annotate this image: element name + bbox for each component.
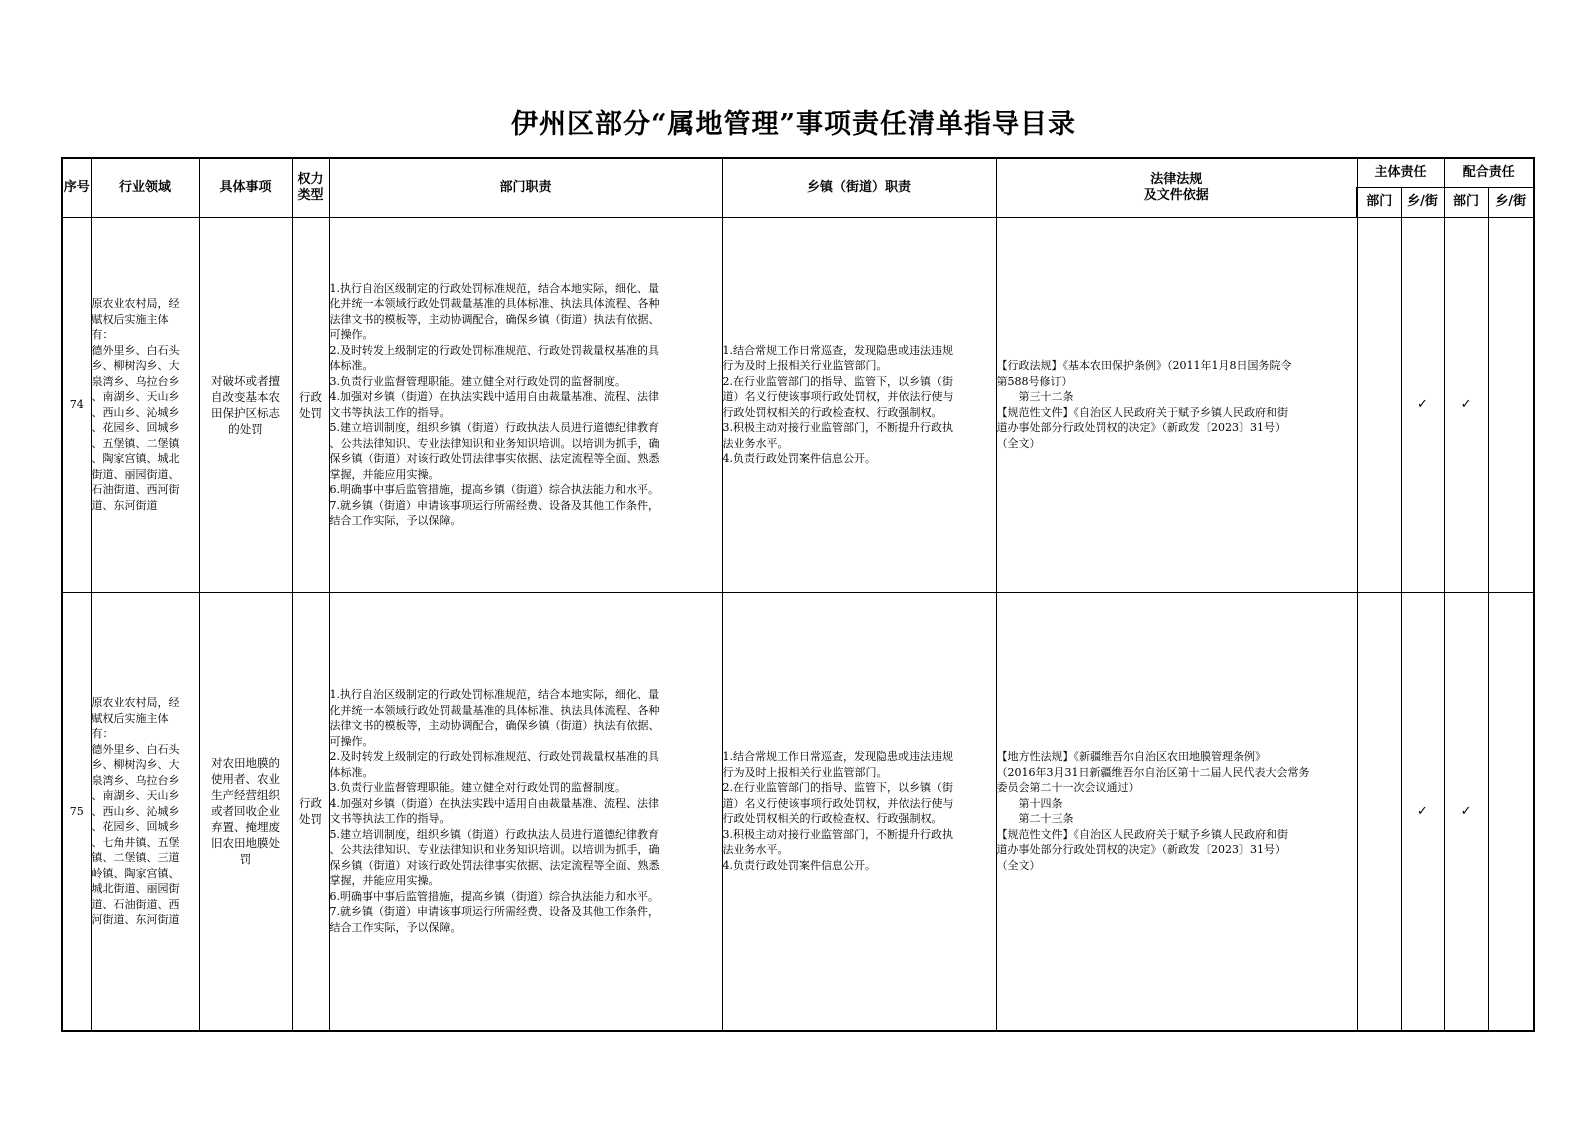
text-line: 委员会第二十一次会议通过）: [996, 781, 1140, 795]
cell-item: [199, 592, 292, 1031]
text-line: 4.负责行政处罚案件信息公开。: [722, 858, 876, 872]
cell-law: [996, 217, 1357, 592]
cell-dept-duty: [329, 592, 722, 1031]
text-line: （全文）: [996, 858, 1041, 872]
text-line: 法业务水平。: [722, 436, 789, 450]
text-line: 3.积极主动对接行业监管部门，不断提升行政执: [722, 827, 953, 841]
text-line: 道）名义行使该事项行政处罚权，并依法行使与: [722, 796, 954, 810]
text-line: 乡、柳树沟乡、大: [91, 359, 180, 372]
text-line: 第三十二条: [996, 390, 1074, 403]
text-line: 5.建立培训制度，组织乡镇（街道）行政执法人员进行道德纪律教育: [329, 421, 659, 434]
page-title: 伊州区部分“属地管理”事项责任清单指导目录: [510, 109, 1077, 140]
text-line: 6.明确事中事后监管措施，提高乡镇（街道）综合执法能力和水平。: [329, 889, 659, 903]
cell-coop-town: [1488, 217, 1534, 592]
text-line: 、花园乡、回城乡: [91, 421, 180, 434]
text-line: 行政: [299, 389, 322, 404]
cell-power-type: [292, 592, 329, 1031]
cell-item: [199, 217, 292, 592]
header-town-duty: 乡镇（街道）职责: [722, 158, 996, 217]
text-line: 4.加强对乡镇（街道）在执法实践中适用自由裁量基准、流程、法律: [329, 796, 659, 810]
cell-coop-dept: [1444, 217, 1488, 592]
text-line: 【地方性法规】《新疆维吾尔自治区农田地膜管理条例》: [996, 750, 1266, 764]
text-line: 石油街道、西河街: [91, 483, 180, 496]
text-line: 城北街道、丽园街: [91, 882, 180, 895]
text-line: 有：: [91, 727, 114, 740]
text-line: 街道、丽园街道、: [91, 467, 180, 481]
text-line: 保乡镇（街道）对该行政处罚法律事实依据、法定流程等全面、熟悉: [329, 452, 660, 465]
text-line: 或者回收企业: [211, 804, 280, 819]
text-line: 3.积极主动对接行业监管部门，不断提升行政执: [722, 421, 953, 434]
header-main-town: 乡/街: [1401, 187, 1444, 217]
cell-coop-town: [1488, 592, 1534, 1031]
text-line: 、南湖乡、天山乡: [91, 789, 180, 802]
text-line: 、公共法律知识、专业法律知识和业务知识培训。以培训为抓手，确: [329, 436, 660, 450]
text-line: 体标准。: [329, 765, 374, 779]
cell-law: [996, 592, 1357, 1031]
text-line: 掌握，并能应用实操。: [329, 874, 440, 888]
text-line: 德外里乡、白石头: [91, 742, 180, 756]
text-line: 2.及时转发上级制定的行政处罚标准规范、行政处罚裁量权基准的具: [329, 750, 659, 764]
table-row: [62, 592, 1534, 1031]
text-line: 、公共法律知识、专业法律知识和业务知识培训。以培训为抓手，确: [329, 843, 660, 857]
text-line: 、西山乡、沁城乡: [91, 804, 180, 818]
header-law: 法律法规 及文件依据: [996, 158, 1357, 217]
cell-industry: [91, 592, 199, 1031]
text-line: 泉湾乡、乌拉台乡: [91, 773, 180, 787]
check-mark-icon: ✓: [1460, 803, 1472, 819]
text-line: 【规范性文件】《自治区人民政府关于赋予乡镇人民政府和街: [996, 405, 1288, 419]
text-line: 1.执行自治区级制定的行政处罚标准规范，结合本地实际，细化、量: [329, 688, 659, 702]
text-line: 岭镇、陶家宫镇、: [91, 866, 180, 880]
text-line: 河街道、东河街道: [91, 913, 180, 926]
cell-town-duty: [722, 592, 996, 1031]
responsibility-table: [61, 157, 1535, 1032]
text-line: 道办事处部分行政处罚权的决定》（新政发〔2023〕31号）: [996, 421, 1286, 434]
text-line: 法律文书的模板等，主动协调配合，确保乡镇（街道）执法有依据、: [329, 312, 660, 326]
text-line: 结合工作实际，予以保障。: [329, 514, 462, 527]
text-line: 泉湾乡、乌拉台乡: [91, 374, 180, 388]
text-line: 有：: [91, 328, 114, 341]
check-mark-icon: ✓: [1417, 803, 1428, 819]
text-line: 、五堡镇、二堡镇: [91, 436, 180, 450]
text-line: 第588号修订）: [996, 374, 1073, 388]
header-main-resp: 主体责任: [1357, 158, 1444, 187]
text-line: 6.明确事中事后监管措施，提高乡镇（街道）综合执法能力和水平。: [329, 483, 659, 496]
cell-industry: [91, 217, 199, 592]
text-line: 旧农田地膜处: [211, 836, 280, 851]
header-item: 具体事项: [199, 158, 292, 217]
text-line: 、花园乡、回城乡: [91, 820, 180, 833]
header-seq: 序号: [62, 158, 91, 217]
text-line: 1.执行自治区级制定的行政处罚标准规范，结合本地实际，细化、量: [329, 281, 659, 295]
text-line: 行政: [299, 796, 322, 811]
text-line: 3.负责行业监督管理职能。建立健全对行政处罚的监督制度。: [329, 374, 626, 388]
header-coop-dept: 部门: [1444, 187, 1488, 217]
text-line: 结合工作实际，予以保障。: [329, 920, 462, 934]
cell-seq: 75: [62, 592, 91, 1031]
text-line: 处罚: [299, 405, 322, 420]
text-line: 4.负责行政处罚案件信息公开。: [722, 452, 876, 465]
text-line: 弃置、掩埋废: [211, 820, 280, 835]
text-line: 镇、二堡镇、三道: [91, 851, 180, 864]
text-line: 文书等执法工作的指导。: [329, 812, 451, 826]
text-line: 可操作。: [329, 328, 374, 341]
text-line: 原农业农村局，经: [91, 696, 180, 709]
header-coop-town: 乡/街: [1488, 187, 1534, 217]
text-line: 自改变基本农: [211, 389, 280, 404]
cell-power-type: [292, 217, 329, 592]
text-line: 行为及时上报相关行业监管部门。: [722, 765, 888, 779]
text-line: 7.就乡镇（街道）申请该事项运行所需经费、设备及其他工作条件，: [329, 905, 659, 919]
text-line: 2.在行业监管部门的指导、监管下，以乡镇（街: [722, 374, 953, 388]
text-line: 道）名义行使该事项行政处罚权，并依法行使与: [722, 390, 954, 403]
check-mark-icon: ✓: [1417, 396, 1428, 412]
cell-main-town: [1401, 217, 1444, 592]
header-coop-resp: 配合责任: [1444, 158, 1534, 187]
text-line: 体标准。: [329, 359, 374, 372]
text-line: 第十四条: [996, 796, 1063, 810]
text-line: 化并统一本领域行政处罚裁量基准的具体标准、执法具体流程、各种: [329, 703, 660, 717]
text-line: 2.在行业监管部门的指导、监管下，以乡镇（街: [722, 781, 953, 795]
text-line: 赋权后实施主体: [91, 312, 169, 326]
check-mark-icon: ✓: [1460, 396, 1472, 412]
cell-main-dept: [1357, 592, 1401, 1031]
text-line: 掌握，并能应用实操。: [329, 467, 440, 481]
text-line: 1.结合常规工作日常巡查，发现隐患或违法违规: [722, 750, 953, 764]
text-line: 使用者、农业: [211, 772, 280, 787]
cell-main-town: [1401, 592, 1444, 1031]
text-line: 法业务水平。: [722, 843, 789, 857]
text-line: 2.及时转发上级制定的行政处罚标准规范、行政处罚裁量权基准的具: [329, 343, 659, 357]
text-line: 原农业农村局，经: [91, 297, 180, 310]
text-line: 行为及时上报相关行业监管部门。: [722, 359, 888, 372]
text-line: 田保护区标志: [211, 405, 280, 420]
text-line: 罚: [239, 852, 252, 867]
text-line: 保乡镇（街道）对该行政处罚法律事实依据、法定流程等全面、熟悉: [329, 858, 660, 872]
text-line: 对破坏或者擅: [211, 373, 280, 388]
text-line: 德外里乡、白石头: [91, 343, 180, 357]
text-line: 的处罚: [228, 421, 263, 436]
text-line: 处罚: [299, 812, 322, 827]
text-line: 化并统一本领域行政处罚裁量基准的具体标准、执法具体流程、各种: [329, 297, 660, 310]
text-line: 7.就乡镇（街道）申请该事项运行所需经费、设备及其他工作条件，: [329, 498, 659, 512]
text-line: 道、石油街道、西: [91, 897, 180, 911]
text-line: 4.加强对乡镇（街道）在执法实践中适用自由裁量基准、流程、法律: [329, 390, 659, 403]
text-line: 、西山乡、沁城乡: [91, 405, 180, 419]
text-line: 1.结合常规工作日常巡查，发现隐患或违法违规: [722, 343, 953, 357]
text-line: （全文）: [996, 436, 1041, 450]
text-line: 、陶家宫镇、城北: [91, 452, 180, 465]
text-line: 、南湖乡、天山乡: [91, 390, 180, 403]
text-line: 生产经营组织: [211, 788, 280, 803]
header-main-dept: 部门: [1357, 187, 1401, 217]
text-line: 法律文书的模板等，主动协调配合，确保乡镇（街道）执法有依据、: [329, 719, 660, 733]
cell-main-dept: [1357, 217, 1401, 592]
text-line: 乡、柳树沟乡、大: [91, 758, 180, 771]
header-dept-duty: 部门职责: [329, 158, 722, 217]
text-line: 可操作。: [329, 734, 374, 748]
text-line: 、七角井镇、五堡: [91, 835, 180, 849]
table-row: [62, 217, 1534, 592]
header-industry: 行业领域: [91, 158, 199, 217]
text-line: 道、东河街道: [91, 498, 158, 512]
text-line: 道办事处部分行政处罚权的决定》（新政发〔2023〕31号）: [996, 843, 1286, 857]
text-line: 文书等执法工作的指导。: [329, 405, 451, 419]
text-line: 【规范性文件】《自治区人民政府关于赋予乡镇人民政府和街: [996, 827, 1288, 841]
text-line: 赋权后实施主体: [91, 711, 169, 725]
text-line: 行政处罚权相关的行政检查权、行政强制权。: [722, 812, 943, 826]
cell-town-duty: [722, 217, 996, 592]
text-line: 5.建立培训制度，组织乡镇（街道）行政执法人员进行道德纪律教育: [329, 827, 659, 841]
text-line: 【行政法规】《基本农田保护条例》（2011年1月8日国务院令: [996, 359, 1292, 372]
text-line: 3.负责行业监督管理职能。建立健全对行政处罚的监督制度。: [329, 781, 626, 795]
cell-dept-duty: [329, 217, 722, 592]
text-line: （2016年3月31日新疆维吾尔自治区第十二届人民代表大会常务: [996, 765, 1310, 779]
text-line: 第二十三条: [996, 812, 1074, 826]
header-power-type: 权力 类型: [292, 158, 329, 217]
text-line: 行政处罚权相关的行政检查权、行政强制权。: [722, 405, 943, 419]
cell-coop-dept: [1444, 592, 1488, 1031]
text-line: 对农田地膜的: [211, 756, 280, 771]
cell-seq: 74: [62, 217, 91, 592]
